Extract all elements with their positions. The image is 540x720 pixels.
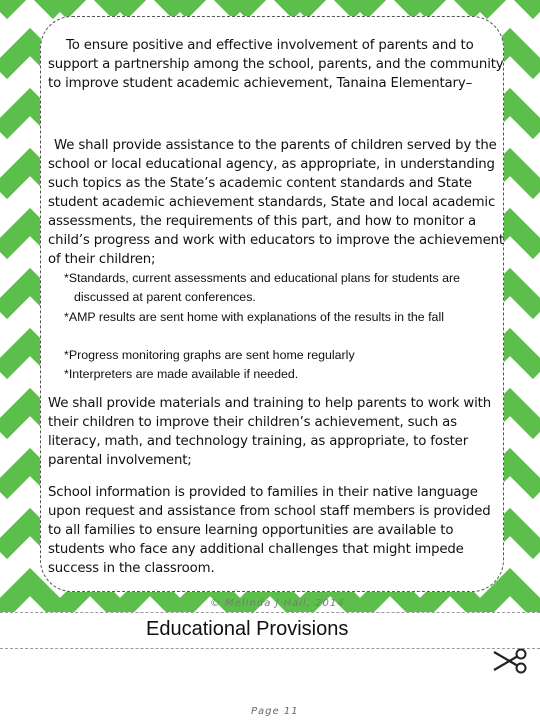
bullet-text: *AMP results are sent home with explanations of the results in the fall [64, 310, 444, 324]
bullet-text: *Interpreters are made available if needed. [64, 367, 299, 381]
bullet-item [64, 269, 484, 307]
school-info-paragraph: School information is provided to families in their native language upon request and assistance from school staff members is provided to all families to ensure learning opportunities are available to students who face any additional challenges that might impede success in the classroom. [48, 485, 491, 576]
bullet-text: *Standards, current assessments and educational plans for students are discussed at parent conferences. [64, 271, 461, 304]
bullet-item [64, 308, 484, 327]
bullet-text: *Progress monitoring graphs are sent home regularly [64, 348, 355, 362]
bullet-item [64, 365, 484, 384]
materials-paragraph: We shall provide materials and training to help parents to work with their children to improve their children’s achievement, such as literacy, math, and technology training, as appropriate, to foster parental involvement; [48, 396, 491, 468]
scissors-icon [492, 646, 528, 676]
cut-line [0, 648, 540, 649]
cut-line-top [0, 612, 540, 613]
page-number: Page 11 [251, 706, 299, 717]
intro-paragraph: To ensure positive and effective involvement of parents and to support a partnership among the school, parents, and the community to improve student academic achievement, Tanaina Elementary– [48, 38, 504, 91]
section-title: Educational Provisions [146, 618, 349, 640]
bullet-item [64, 346, 484, 365]
assistance-paragraph: We shall provide assistance to the parents of children served by the school or local educational agency, as appropriate, in understanding such topics as the State’s academic content standards and State student academic achievement standards, State and local academic assessments, the requirements of this part, and how to monitor a child’s progress and work with educators to improve the achievement of their children; [48, 138, 504, 267]
copyright-credit: © Melinda J Hall, 2014 [210, 598, 345, 609]
